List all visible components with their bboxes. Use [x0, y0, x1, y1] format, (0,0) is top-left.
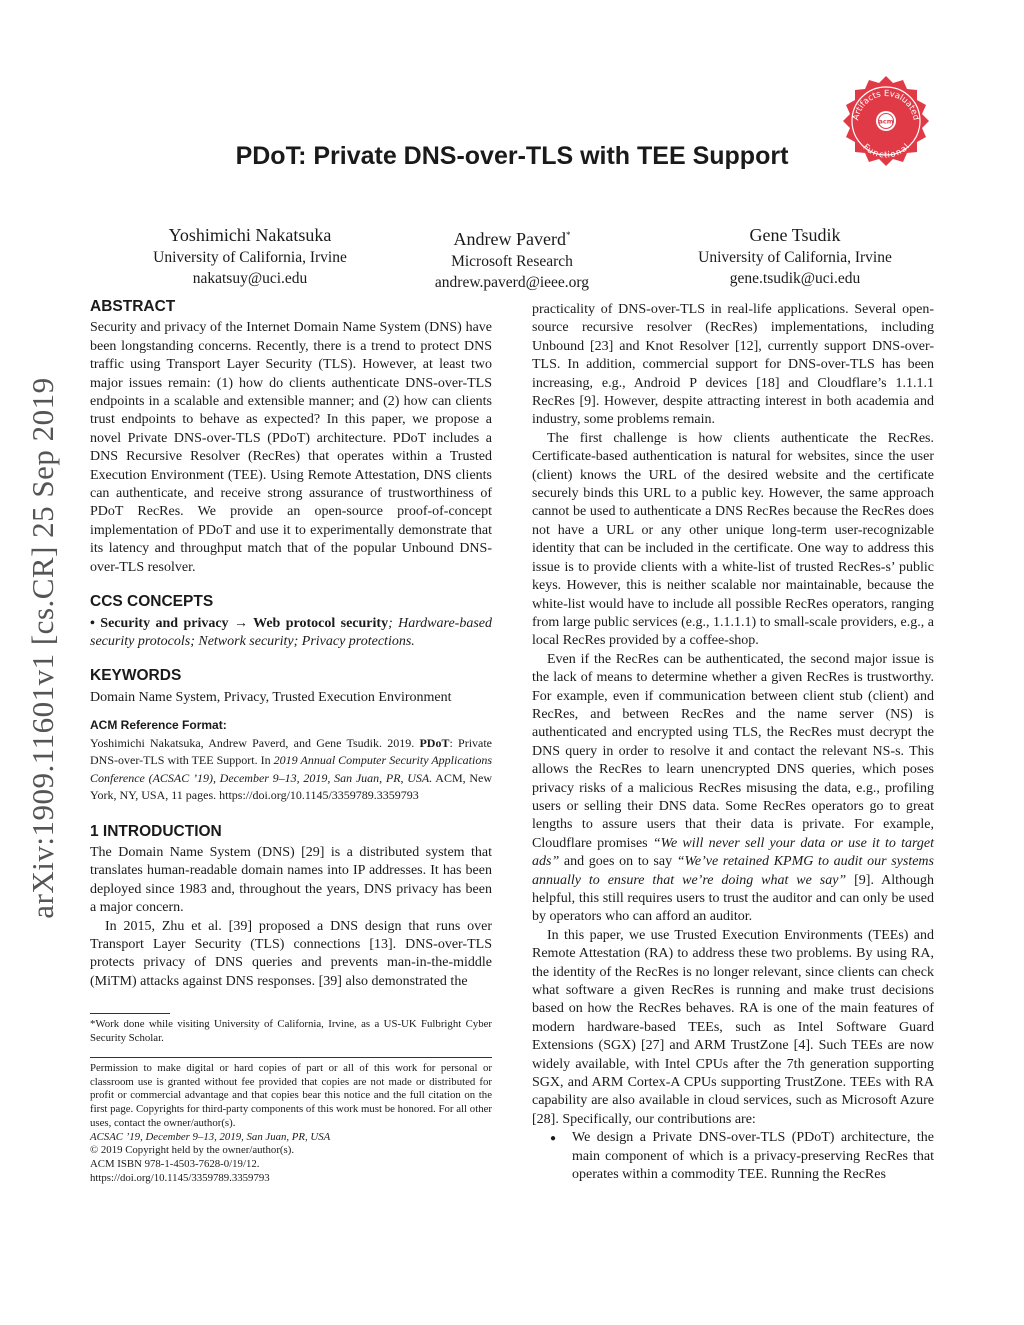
svg-text:Artifacts Evaluated: Artifacts Evaluated — [851, 88, 921, 122]
right-paragraph-2: The first challenge is how clients authenticate the RecRes. Certificate-based authentication is natural for websites, since the user (client) knows the URL of the desired website and the certificate securely binds this URL to a public key. However, the same approach cannot be used to authenticate a DNS RecRes because the RecRes does not have a URL or any other unique long-term user-recognizable identity that can be included in the certificate. One way to address this issue is to provide clients with a white-list of trusted RecRes-s’ public keys. However, this is neither scalable nor maintainable, because the white-list would have to include all possible RecRes operators, ranging from large public services (e.g., 1.1.1.1) to small-scale providers, e.g., a local RecRes provided by a coffee-shop. — [532, 430, 934, 649]
keywords-heading: KEYWORDS — [90, 667, 182, 685]
author-2: Andrew Paverd* Microsoft Research andrew.paverd@ieee.org — [434, 229, 590, 291]
author-1: Yoshimichi Nakatsuka University of California, Irvine nakatsuy@uci.edu — [153, 225, 347, 287]
introduction-heading: 1 INTRODUCTION — [90, 822, 222, 840]
author-block — [90, 224, 970, 294]
svg-text:Functional: Functional — [860, 142, 912, 161]
right-column — [532, 301, 934, 1185]
right-paragraph-1: practicality of DNS-over-TLS in real-life applications. Several open-source recursive resolver (RecRes) implementations, including Unbound [23] and Knot Resolver [12], currently support DNS-over-TLS. In addition, commercial support for DNS-over-TLS has been increasing, e.g., Android P devices [18] and Cloudflare’s 1.1.1.1 RecRes [9]. However, despite attracting interest in both academia and industry, some problems remain. — [532, 302, 934, 428]
list-item: ● We design a Private DNS-over-TLS (PDoT) architecture, the main component of which is a privacy-preserving RecRes that operates within a commodity TEE. Running the RecRes — [572, 1129, 934, 1184]
svg-text:acm: acm — [878, 117, 894, 126]
permission-block: Permission to make digital or hard copies of part or all of this work for personal or classroom use is granted without fee provided that copies are not made or distributed for profit or commercial advantage and that copies bear this notice and the full citation on the first page. Copyrights for third-party components of this work must be honored. For all other uses, contact the owner/author(s). ACSAC ’19, December 9–13, 2019, San Juan, PR, USA © 2019 Copyright held by the owner/author(s). ACM ISBN 978-1-4503-7628-0/19/12. https://doi.org/10.1145/3359789.3359793 — [90, 1062, 492, 1184]
author-3: Gene Tsudik University of California, Irvine gene.tsudik@uci.edu — [698, 225, 892, 287]
footnote: *Work done while visiting University of California, Irvine, as a US-UK Fulbright Cyber Security Scholar. — [90, 1018, 492, 1044]
acm-reference: ACM Reference Format: Yoshimichi Nakatsuka, Andrew Paverd, and Gene Tsudik. 2019. PDoT: Private DNS-over-TLS with TEE Support. In 2019 Annual Computer Security Applications Conference (ACSAC ’19), December 9–13, 2019, San Juan, PR, USA. ACM, New York, NY, USA, 11 pages. https://doi.org/10.1145/3359789.3359793 — [90, 718, 493, 803]
acm-artifacts-evaluated-badge — [836, 74, 936, 174]
permission-rule — [90, 1057, 492, 1058]
paper-title: PDoT: Private DNS-over-TLS with TEE Support — [235, 142, 789, 170]
contributions-list — [532, 1129, 934, 1184]
ccs-concepts: • Security and privacy → Web protocol security; Hardware-based security protocols; Network security; Privacy protections. — [90, 615, 492, 649]
right-paragraph-4: In this paper, we use Trusted Execution Environments (TEEs) and Remote Attestation (RA) to address these two problems. By using RA, the identity of the RecRes is no longer relevant, since clients can check what software a given RecRes is running and make trust decisions based on how the RecRes behaves. RA is one of the main features of modern hardware-based TEEs, such as Intel Software Guard Extensions (SGX) [27] and ARM TrustZone [4]. Such TEEs are now widely available, with Intel CPUs after the 7th generation supporting SGX, and ARM Cortex-A CPUs supporting TrustZone. TEEs with RA capability are also available in cloud services, such as Microsoft Azure [28]. Specifically, our contributions are: — [532, 927, 934, 1127]
abstract-heading: ABSTRACT — [90, 298, 176, 315]
footnote-rule — [90, 1013, 170, 1014]
right-paragraph-3: Even if the RecRes can be authenticated, the second major issue is the lack of means to determine whether a given RecRes is trustworthy. For example, even if communication between client stub (client) and RecRes, and between RecRes and the name server (NS) is authenticated and encrypted using TLS, the RecRes must decrypt the DNS query in order to resolve it and contact the relevant NS-s. This allows the RecRes to learn unencrypted DNS queries, which poses privacy risks of a malicious RecRes misusing the data, e.g., profiling users or selling their DNS data. Some RecRes operators go to great lengths to assure users that their data is private. For example, Cloudflare promises “We will never sell your data or use it to target ads” and goes on to say “We’ve retained KPMG to audit our systems annually to ensure that we’re doing what we say” [9]. Although helpful, this still requires users to trust the auditor and can only be used by operators who can afford an auditor. — [532, 651, 935, 925]
intro-paragraph-2: In 2015, Zhu et al. [39] proposed a DNS design that runs over Transport Layer Security (TLS) connections [13]. DNS-over-TLS protects privacy of DNS queries and prevents man-in-the-middle (MiTM) attacks against DNS responses. [39] also demonstrated the — [90, 918, 492, 989]
abstract-text: Security and privacy of the Internet Domain Name System (DNS) have been longstanding concerns. Recently, there is a trend to protect DNS traffic using Transport Layer Security (TLS). However, at least two major issues remain: (1) how do clients authenticate DNS-over-TLS endpoints in a scalable and extensible manner; and (2) how can clients trust endpoints to behave as expected? In this paper, we propose a novel Private DNS-over-TLS (PDoT) architecture. PDoT includes a DNS Recursive Resolver (RecRes) that operates within a Trusted Execution Environment (TEE). Using Remote Attestation, DNS clients can authenticate, and receive strong assurance of trustworthiness of PDoT RecRes. We provide an open-source proof-of-concept implementation of PDoT and use it to experimentally demonstrate that its latency and throughput match that of the popular Unbound DNS-over-TLS resolver. — [90, 320, 492, 575]
left-column — [90, 298, 492, 991]
arxiv-identifier: arXiv:1909.11601v1 [cs.CR] 25 Sep 2019 — [25, 376, 60, 919]
intro-paragraph-1: The Domain Name System (DNS) [29] is a distributed system that translates human-readable domain names into IP addresses. It has been deployed since 1983 and, throughout the years, DNS privacy has been a major concern. — [90, 845, 492, 916]
keywords-text: Domain Name System, Privacy, Trusted Execution Environment — [90, 689, 452, 705]
ccs-heading: CCS CONCEPTS — [90, 593, 214, 611]
